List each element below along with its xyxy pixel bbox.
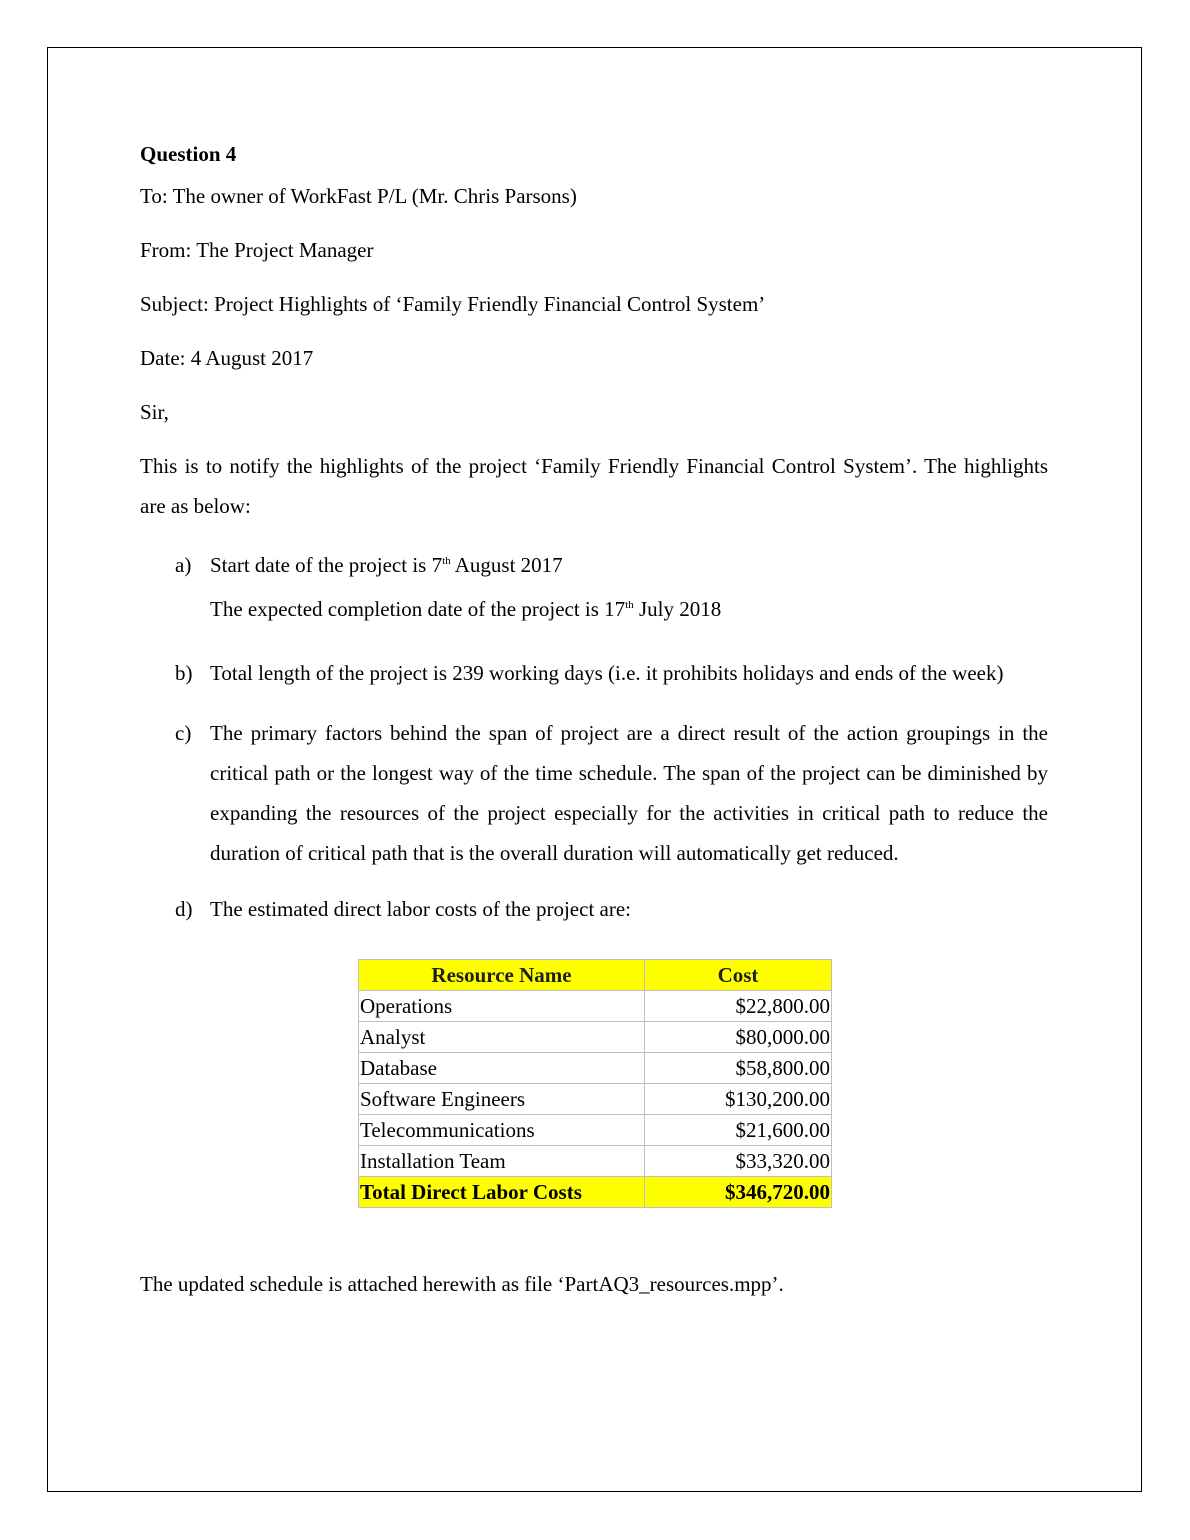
table-row xyxy=(359,1022,832,1053)
list-marker: c) xyxy=(175,721,192,745)
memo-subject: Subject: Project Highlights of ‘Family Friendly Financial Control System’ xyxy=(140,292,766,316)
memo-date: Date: 4 August 2017 xyxy=(140,346,314,370)
resource-name: Database xyxy=(359,1053,645,1084)
memo-from: From: The Project Manager xyxy=(140,238,374,262)
highlights-list xyxy=(140,545,1048,929)
highlight-a xyxy=(140,545,1048,633)
list-marker: b) xyxy=(175,661,193,685)
memo-to: To: The owner of WorkFast P/L (Mr. Chris Parsons) xyxy=(140,184,577,208)
salutation: Sir, xyxy=(140,400,169,424)
resource-name: Analyst xyxy=(359,1022,645,1053)
table-row xyxy=(359,991,832,1022)
table-row xyxy=(359,1146,832,1177)
resource-name: Software Engineers xyxy=(359,1084,645,1115)
resource-cost: $58,800.00 xyxy=(645,1053,832,1084)
total-row xyxy=(359,1177,832,1208)
list-marker: d) xyxy=(175,897,193,921)
resource-name: Installation Team xyxy=(359,1146,645,1177)
header-resource-name: Resource Name xyxy=(359,960,645,991)
table-row xyxy=(359,1084,832,1115)
list-marker: a) xyxy=(175,553,192,577)
document-body xyxy=(140,138,1048,1304)
highlight-d xyxy=(140,889,1048,929)
start-date-line: Start date of the project is 7th August 2017 xyxy=(210,553,563,577)
resource-name: Telecommunications xyxy=(359,1115,645,1146)
completion-date-line: The expected completion date of the project is 17th July 2018 xyxy=(210,597,722,621)
total-cost: $346,720.00 xyxy=(645,1177,832,1208)
highlight-b xyxy=(140,653,1048,693)
table-row xyxy=(359,1053,832,1084)
highlight-c xyxy=(140,713,1048,873)
intro-paragraph: This is to notify the highlights of the project ‘Family Friendly Financial Control System’. The highlights are as below: xyxy=(140,454,1048,518)
highlight-text: The primary factors behind the span of project are a direct result of the action groupings in the critical path or the longest way of the time schedule. The span of the project can be diminished by expanding the resources of the project especially for the activities in critical path to reduce the duration of critical path that is the overall duration will automatically get reduced. xyxy=(210,721,1048,865)
resource-name: Operations xyxy=(359,991,645,1022)
resource-cost: $130,200.00 xyxy=(645,1084,832,1115)
total-label: Total Direct Labor Costs xyxy=(359,1177,645,1208)
resource-cost: $80,000.00 xyxy=(645,1022,832,1053)
resource-cost: $21,600.00 xyxy=(645,1115,832,1146)
resource-cost: $22,800.00 xyxy=(645,991,832,1022)
closing-paragraph: The updated schedule is attached herewith as file ‘PartAQ3_resources.mpp’. xyxy=(140,1272,784,1296)
resource-cost: $33,320.00 xyxy=(645,1146,832,1177)
header-cost: Cost xyxy=(645,960,832,991)
highlight-text: Total length of the project is 239 working days (i.e. it prohibits holidays and ends of the week) xyxy=(210,661,1004,685)
table-header-row xyxy=(359,960,832,991)
question-heading: Question 4 xyxy=(140,142,237,166)
labor-cost-table xyxy=(358,959,832,1208)
table-row xyxy=(359,1115,832,1146)
highlight-text: The estimated direct labor costs of the project are: xyxy=(210,897,631,921)
